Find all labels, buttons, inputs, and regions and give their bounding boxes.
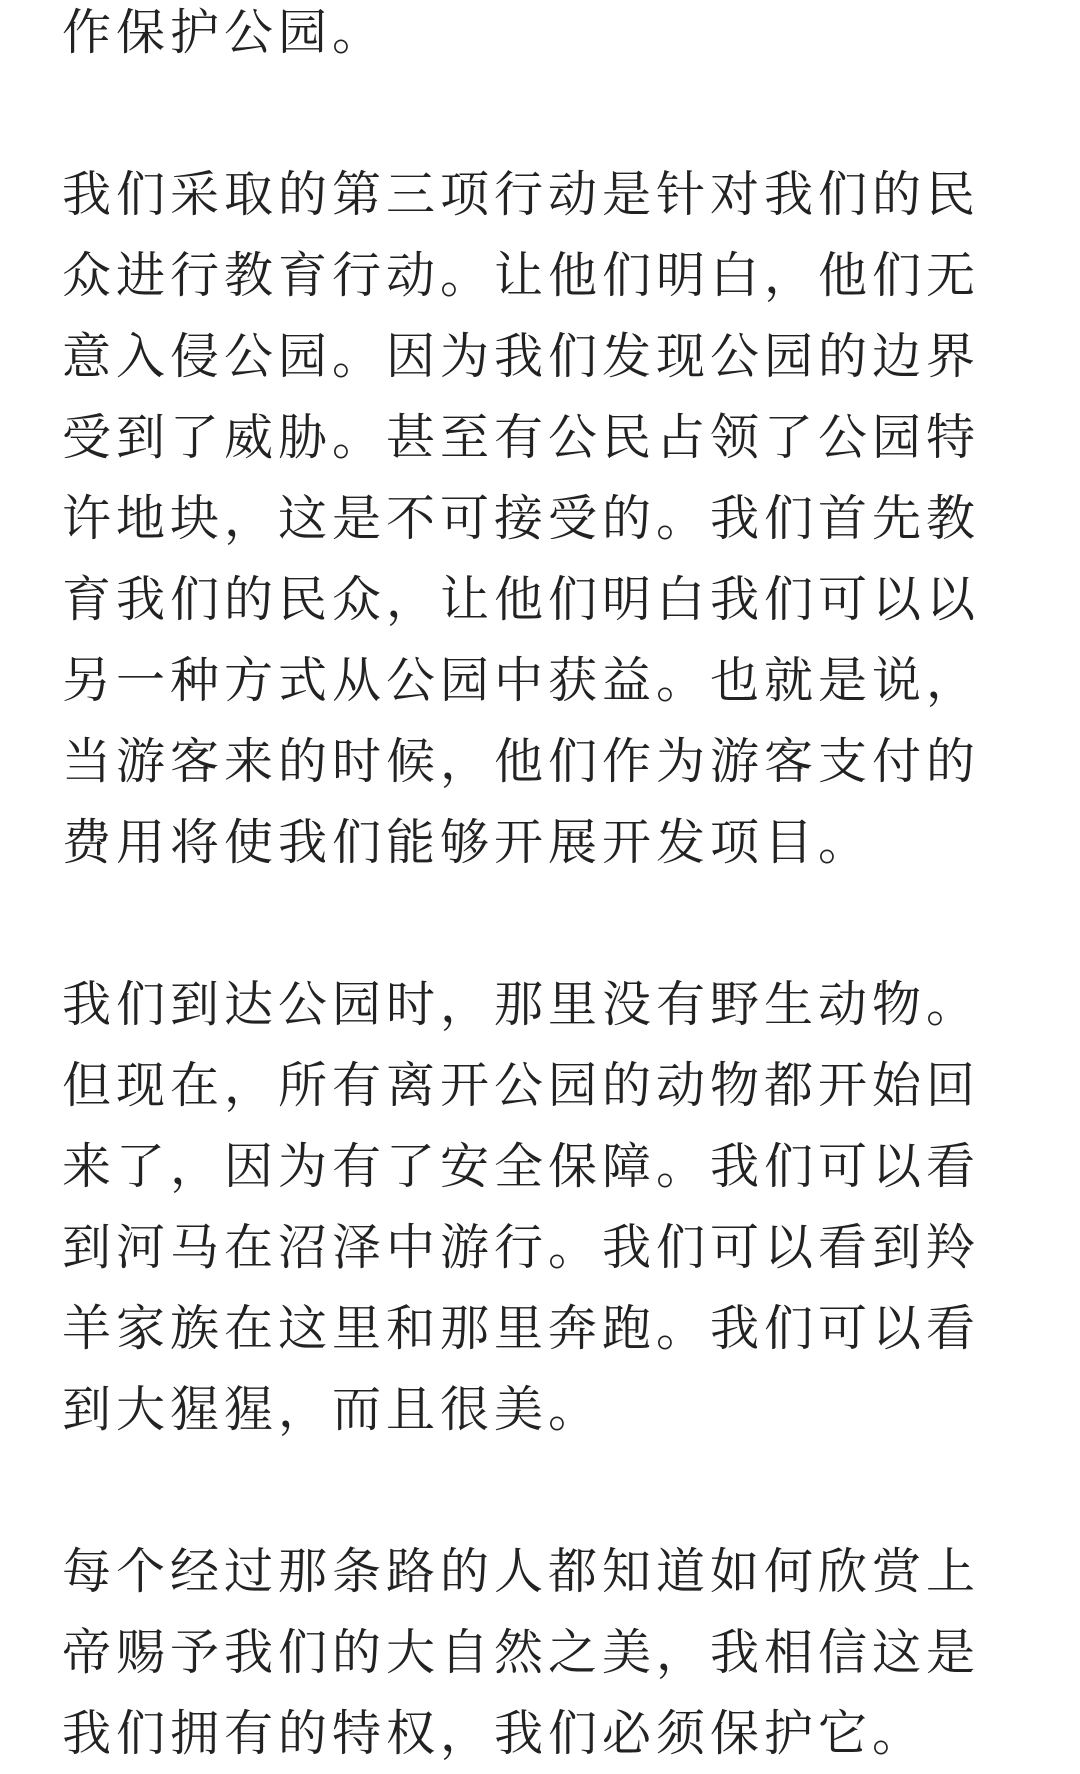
paragraph: 我们采取的第三项行动是针对我们的民众进行教育行动。让他们明白，他们无意入侵公园。因为我们发现公园的边界受到了威胁。甚至有公民占领了公园特许地块，这是不可接受的。我们首先教育我们的民众，让他们明白我们可以以另一种方式从公园中获益。也就是说，当游客来的时候，他们作为游客支付的费用将使我们能够开展开发项目。 xyxy=(62,166,981,871)
paragraph: 每个经过那条路的人都知道如何欣赏上帝赐予我们的大自然之美，我相信这是我们拥有的特权，我们必须保护它。 xyxy=(62,1543,981,1762)
paragraph: 我们到达公园时，那里没有野生动物。但现在，所有离开公园的动物都开始回来了，因为有了安全保障。我们可以看到河马在沼泽中游行。我们可以看到羚羊家族在这里和那里奔跑。我们可以看到大猩猩，而且很美。 xyxy=(62,976,981,1438)
paragraph: 作保护公园。 xyxy=(62,4,387,61)
article-body xyxy=(62,0,1020,1774)
